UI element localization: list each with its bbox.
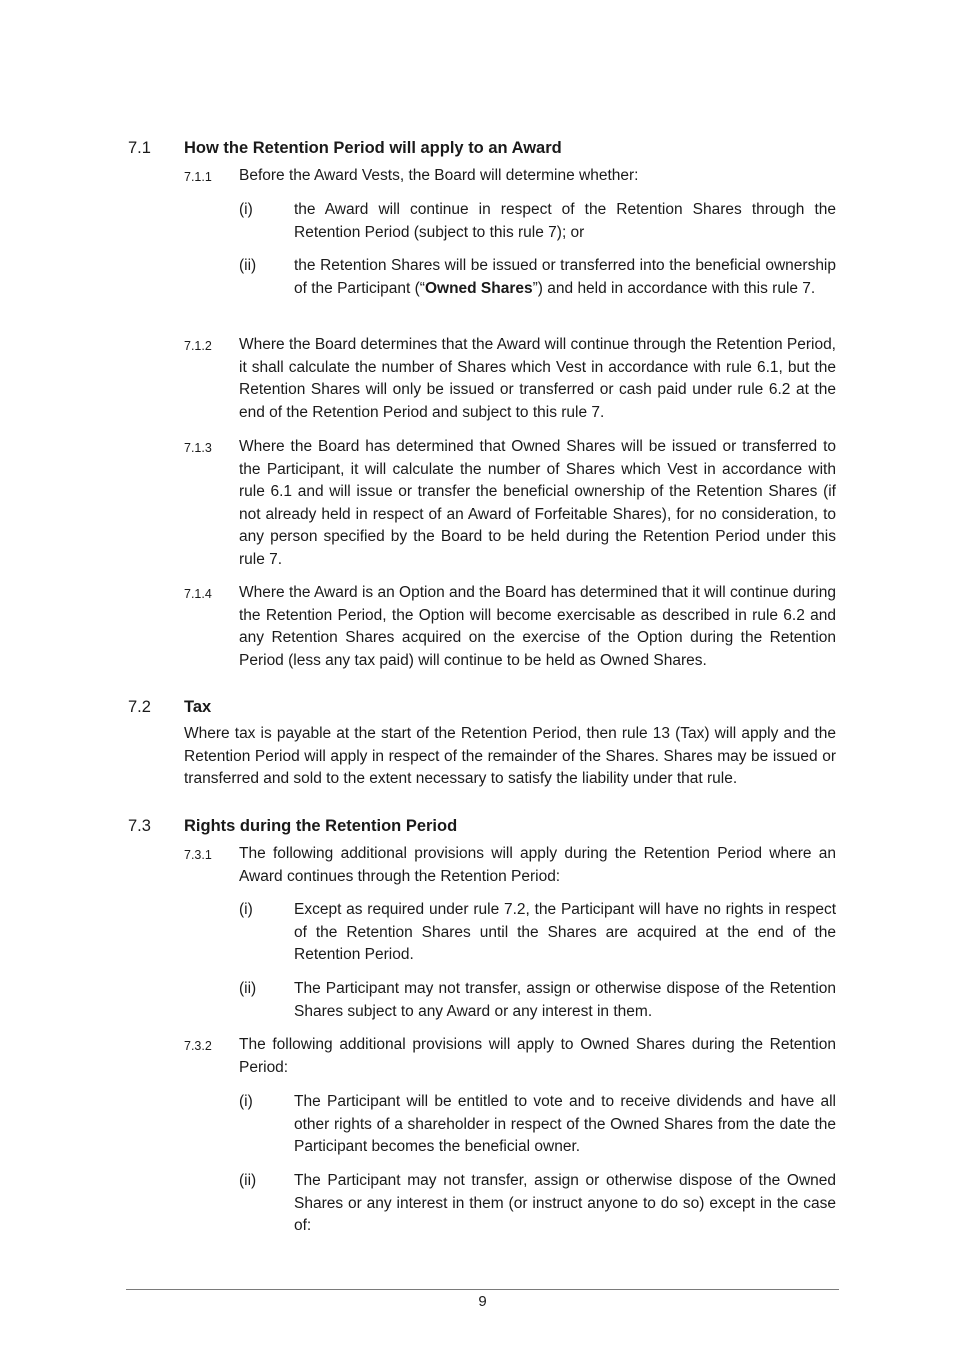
defined-term: Owned Shares <box>424 279 533 297</box>
section-number: 7.2 <box>128 698 151 716</box>
section-title: How the Retention Period will apply to an Award <box>184 139 562 157</box>
item-number: (ii) <box>239 1172 257 1189</box>
item-number: (i) <box>239 1093 253 1110</box>
clause-number: 7.3.2 <box>184 1039 212 1053</box>
clause-text: The following additional provisions will apply to Owned Shares during the Retention Period: <box>239 1036 836 1076</box>
item-text: The Participant will be entitled to vote and to receive dividends and have all other rights of a shareholder in respect of the Owned Shares from the date the Participant becomes the beneficial owner. <box>294 1093 836 1155</box>
clause-text: Where the Award is an Option and the Board has determined that it will continue during the Retention Period, the Option will become exercisable as described in rule 6.2 and any Retention Shares acquired on the exercise of the Option during the Retention Period (less any tax paid) will continue to be held as Owned Shares. <box>239 584 836 669</box>
item-number: (i) <box>239 201 253 218</box>
clause-number: 7.1.3 <box>184 441 212 455</box>
item-text: The Participant may not transfer, assign or otherwise dispose of the Owned Shares or any interest in them (or instruct anyone to do so) except in the case of: <box>294 1172 836 1234</box>
clause-7-1-1-i <box>239 199 836 244</box>
clause-text: Where the Board determines that the Award will continue through the Retention Period, it shall calculate the number of Shares which Vest in accordance with rule 6.1, but the Retention Shares will only be issued or transferred or cash paid under rule 6.2 at the end of the Retention Period and subject to this rule 7. <box>239 336 836 421</box>
item-text: the Award will continue in respect of the Retention Shares through the Retention Period (subject to this rule 7); or <box>294 201 836 241</box>
clause-text: The following additional provisions will apply during the Retention Period where an Award continues through the Retention Period: <box>239 845 836 885</box>
section-number: 7.1 <box>128 139 151 157</box>
section-number: 7.3 <box>128 817 151 835</box>
section-title: Tax <box>184 698 212 716</box>
item-text-part: ”) and held in accordance with this rule 7. <box>532 279 816 297</box>
section-7-2-text: Where tax is payable at the start of the Retention Period, then rule 13 (Tax) will apply and the Retention Period will apply in respect of the remainder of the Shares. Shares may be issued or transferred and sold to the extent necessary to satisfy the liability under that rule. <box>184 725 836 787</box>
clause-7-3-1-ii <box>239 978 836 1023</box>
item-text: The Participant may not transfer, assign or otherwise dispose of the Retention Shares subject to any Award or any interest in them. <box>294 980 836 1020</box>
item-text-part: the Retention Shares will be issued or transferred into the beneficial ownership of the Participant (“ <box>294 257 836 297</box>
clause-7-3-2-ii <box>239 1170 836 1238</box>
item-number: (ii) <box>239 980 257 997</box>
clause-7-1-2 <box>184 334 836 424</box>
item-text <box>294 255 836 300</box>
item-number: (i) <box>239 901 253 918</box>
item-text: Except as required under rule 7.2, the Participant will have no rights in respect of the Retention Shares until the Shares are acquired at the end of the Retention Period. <box>294 901 836 963</box>
clause-number: 7.1.2 <box>184 339 212 353</box>
clause-text: Before the Award Vests, the Board will determine whether: <box>239 167 639 184</box>
clause-7-3-2-i <box>239 1091 836 1159</box>
clause-number: 7.1.4 <box>184 587 212 601</box>
clause-7-3-1 <box>184 843 836 888</box>
clause-7-1-1 <box>184 165 836 188</box>
clause-7-3-2 <box>184 1034 836 1079</box>
clause-7-1-4 <box>184 582 836 672</box>
page-number: 9 <box>478 1293 487 1310</box>
clause-number: 7.3.1 <box>184 848 212 862</box>
clause-text: Where the Board has determined that Owned Shares will be issued or transferred to the Participant, it will calculate the number of Shares which Vest in accordance with rule 6.1 and will issue or transfer the beneficial ownership of the Retention Shares (if not already held in respect of an Award of Forfeitable Shares), for no consideration, to any person specified by the Board to be held during the Retention Period under this rule 7. <box>239 438 836 568</box>
item-number: (ii) <box>239 257 257 274</box>
clause-number: 7.1.1 <box>184 170 212 184</box>
footer-divider <box>126 1289 839 1290</box>
section-title: Rights during the Retention Period <box>184 817 458 835</box>
clause-7-1-3 <box>184 436 836 571</box>
clause-7-3-1-i <box>239 899 836 967</box>
clause-7-1-1-ii <box>239 255 836 300</box>
